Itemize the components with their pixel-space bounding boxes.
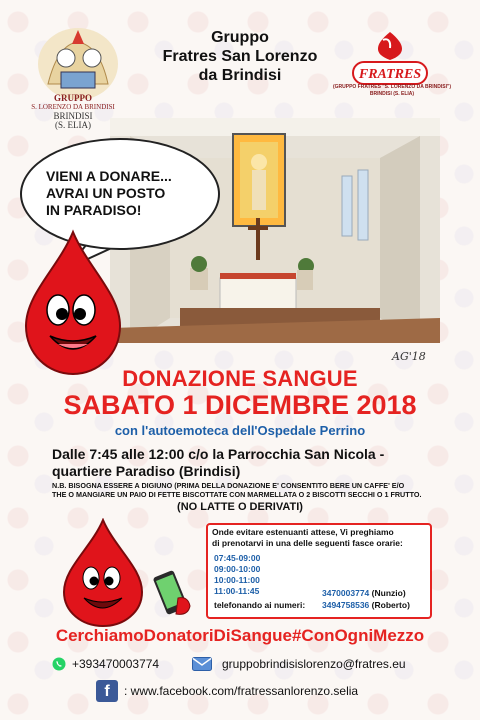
booking-number-1	[322, 588, 406, 598]
speech-bubble-text	[46, 168, 206, 219]
time-slot-4: 11:00-11:45	[214, 586, 260, 596]
group-title-line2: Fratres San Lorenzo	[162, 48, 318, 65]
hashtag: CerchiamoDonatoriDiSangue#ConOgniMezzo	[55, 626, 425, 645]
booking-call-text: telefonando ai numeri:	[214, 600, 306, 610]
bubble-line3: IN PARADISO!	[46, 202, 142, 218]
blood-drop-mascot-icon	[18, 228, 128, 378]
event-title: DONAZIONE SANGUE	[122, 366, 358, 391]
nb-line1: N.B. BISOGNA ESSERE A DIGIUNO (PRIMA DELLA DONAZIONE E' CONSENTITO BERE UN CAFFE' E/O	[52, 481, 405, 490]
time-slot-3: 10:00-11:00	[214, 575, 260, 585]
phone-name-2: (Roberto)	[371, 600, 410, 610]
nb-note	[52, 481, 472, 499]
event-with: con l'autoemoteca dell'Ospedale Perrino	[114, 423, 366, 438]
facebook-url[interactable]: : www.facebook.com/fratressanlorenzo.selia	[124, 684, 359, 698]
booking-intro-line1: Onde evitare estenuanti attese, Vi preghiamo	[212, 527, 394, 537]
phone-name-1: (Nunzio)	[371, 588, 406, 598]
time-slot-1: 07:45-09:00	[214, 553, 261, 563]
booking-number-2	[322, 600, 410, 610]
logo-line4: (S. ELIA)	[55, 120, 91, 130]
event-when-line2: quartiere Paradiso (Brindisi)	[52, 463, 241, 479]
nb-line2: THE O MANGIARE UN PAIO DI FETTE BISCOTTATE CON MARMELLATA O 2 BISCOTTI SECCHI O 1 FRUTTO.	[52, 490, 422, 499]
fratres-caption-line1: (GRUPPO FRATRES "S. LORENZO DA BRINDISI")	[332, 84, 452, 90]
logo-line3: BRINDISI	[53, 111, 93, 121]
logo-line1: GRUPPO	[54, 93, 92, 103]
time-slot-2: 09:00-10:00	[214, 564, 261, 574]
blood-drop-small-icon	[58, 518, 148, 628]
whatsapp-icon	[52, 657, 66, 671]
event-when	[52, 446, 442, 480]
fratres-caption-line2: BRINDISI (S. ELIA)	[369, 91, 415, 97]
bubble-line2: AVRAI UN POSTO	[46, 185, 166, 201]
logo-line2: S. LORENZO DA BRINDISI	[31, 103, 115, 111]
facebook-icon: f	[96, 680, 118, 702]
no-latte-note: (NO LATTE O DERIVATI)	[177, 501, 303, 513]
group-title-line1: Gruppo	[211, 29, 269, 46]
smartphone-icon	[148, 568, 196, 620]
booking-intro-line2: di prenotarvi in una delle seguenti fasce orarie:	[212, 538, 403, 548]
fratres-brand: FRATRES	[358, 67, 422, 82]
artist-signature: AG'18	[392, 350, 426, 363]
phone-number-2[interactable]: 3494758536	[322, 600, 370, 610]
email-icon	[192, 657, 212, 671]
bubble-line1: VIENI A DONARE...	[46, 168, 172, 184]
group-title-line3: da Brindisi	[198, 67, 282, 84]
booking-intro	[212, 527, 430, 549]
phone-number-1[interactable]: 3470003774	[322, 588, 370, 598]
event-date: SABATO 1 DICEMBRE 2018	[63, 390, 417, 420]
whatsapp-number[interactable]: +393470003774	[72, 657, 160, 671]
email-address[interactable]: gruppobrindisislorenzo@fratres.eu	[222, 657, 406, 671]
event-when-line1: Dalle 7:45 alle 12:00 c/o la Parrocchia San Nicola -	[52, 446, 385, 462]
